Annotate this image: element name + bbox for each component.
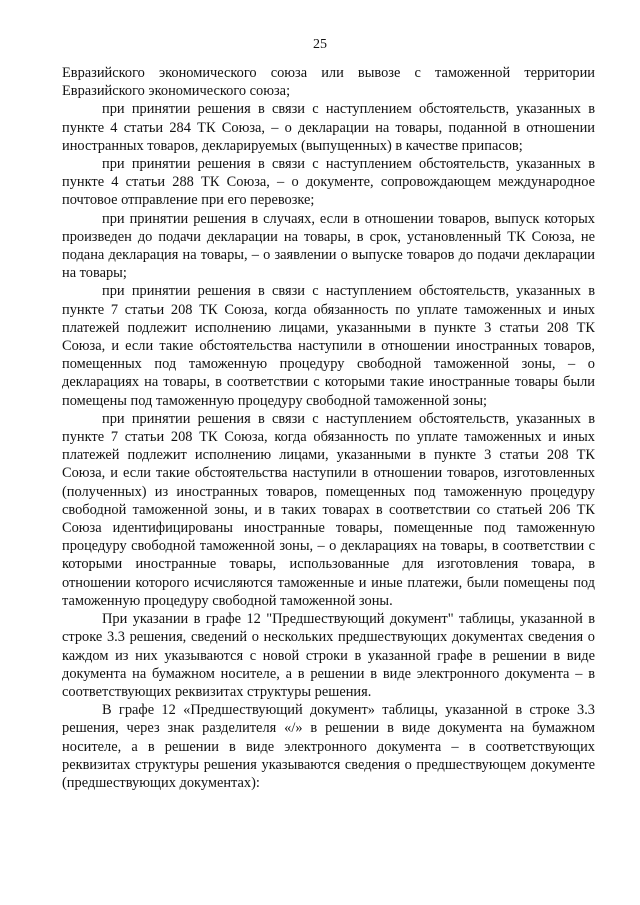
paragraph-3: при принятии решения в связи с наступлением обстоятельств, указанных в пункте 4 статьи 288 ТК Союза, – о документе, сопровождающем международное почтовое отправление при его перевозке; — [62, 156, 595, 209]
paragraph-4: при принятии решения в случаях, если в отношении товаров, выпуск которых произведен до подачи декларации на товары, в срок, установленный ТК Союза, не подана декларация на товары, – о заявлении о выпуске товаров до подачи декларации на товары; — [62, 210, 595, 282]
page-number: 25 — [313, 37, 327, 52]
paragraph-1: Евразийского экономического союза или вывозе с таможенной территории Евразийского экономического союза; — [62, 65, 595, 100]
paragraph-8: В графе 12 «Предшествующий документ» таблицы, указанной в строке 3.3 решения, через знак разделителя «/» в решении в виде документа на бумажном носителе, а в решении в виде электронного документа – в соответствующих реквизитах структуры решения указываются сведения о предшествующем документе (предшествующих документах): — [62, 702, 595, 791]
paragraph-6: при принятии решения в связи с наступлением обстоятельств, указанных в пункте 7 статьи 208 ТК Союза, когда обязанность по уплате таможенных и иных платежей подлежит исполнению лицами, указанными в пункте 3 статьи 208 ТК Союза, и если такие обстоятельства наступили в отношении товаров, изготовленных (полученных) из иностранных товаров, помещенных под таможенную процедуру свободной таможенной зоны, и в таких товарах в соответствии со статьей 206 ТК Союза идентифицированы иностранные товары, помещенные под таможенную процедуру свободной таможенной зоны, – о декларациях на товары, в соответствии с которыми иностранные товары, использованные для изготовления товара, в отношении которого исчисляются таможенные и иные платежи, были помещены под таможенную процедуру свободной таможенной зоны. — [62, 410, 595, 609]
paragraph-2: при принятии решения в связи с наступлением обстоятельств, указанных в пункте 4 статьи 284 ТК Союза, – о декларации на товары, поданной в отношении иностранных товаров, декларируемых (выпущенных) в качестве припасов; — [62, 101, 595, 154]
paragraph-5: при принятии решения в связи с наступлением обстоятельств, указанных в пункте 7 статьи 208 ТК Союза, когда обязанность по уплате таможенных и иных платежей подлежит исполнению лицами, указанными в пункте 3 статьи 208 ТК Союза, и если такие обстоятельства наступили в отношении иностранных товаров, помещенных под таможенную процедуру свободной таможенной зоны, – о декларациях на товары, в соответствии с которыми такие иностранные товары были помещены под таможенную процедуру свободной таможенной зоны; — [62, 283, 595, 409]
document-body — [62, 64, 595, 792]
paragraph-7: При указании в графе 12 "Предшествующий документ" таблицы, указанной в строке 3.3 решения, сведений о нескольких предшествующих документах сведения о каждом из них указываются с новой строки в указанной графе в решении в виде документа на бумажном носителе, а в решении в виде электронного документа – в соответствующих реквизитах структуры решения. — [62, 611, 595, 700]
